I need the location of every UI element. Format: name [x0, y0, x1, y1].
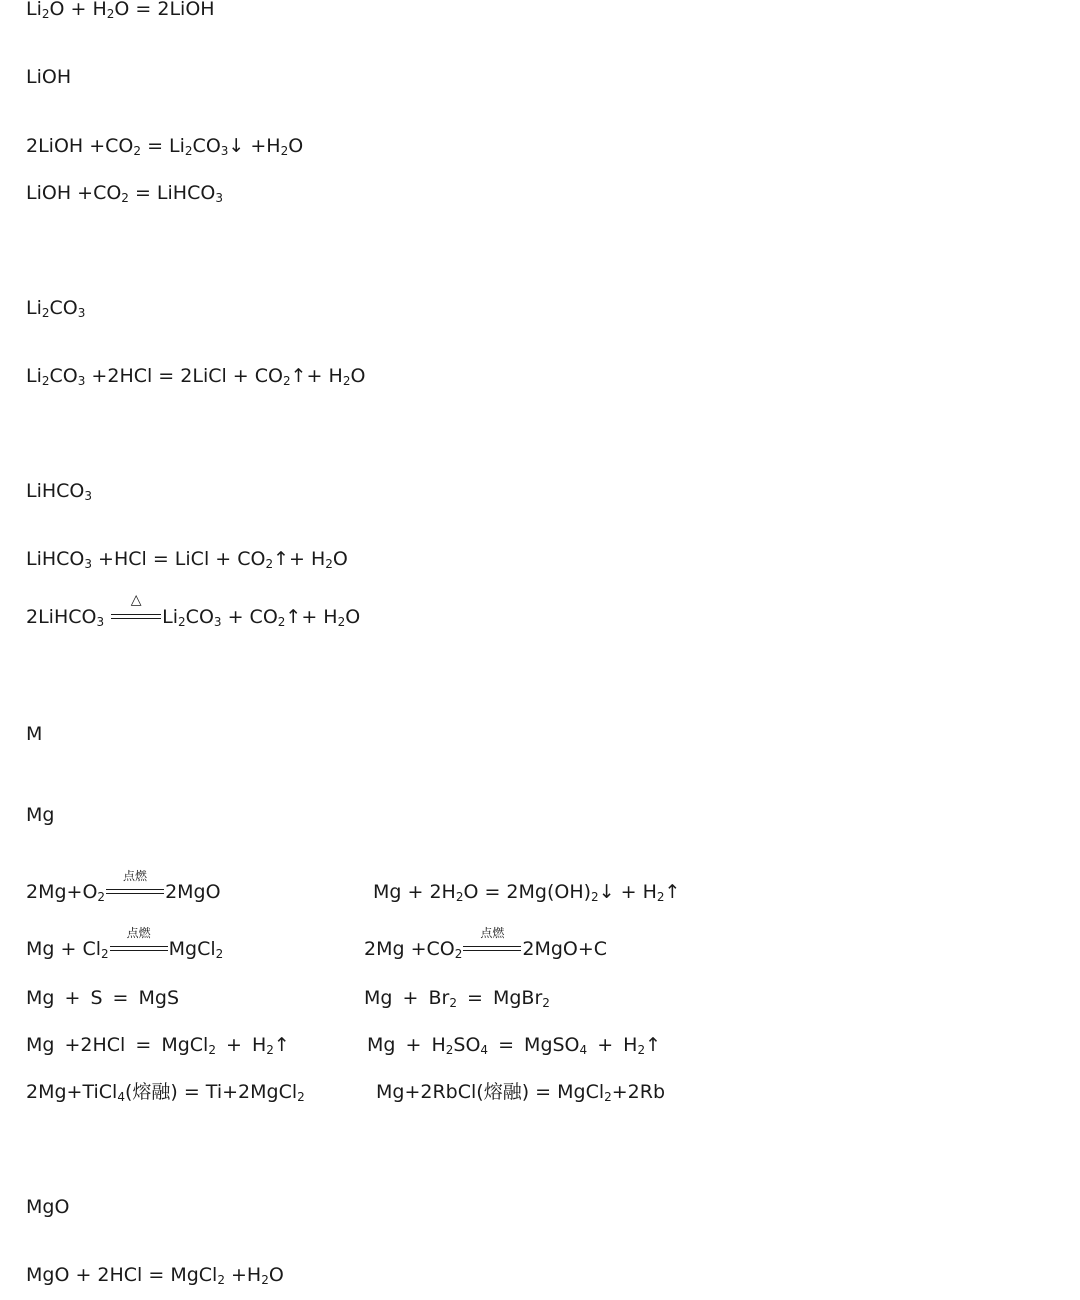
heading-li2co3: $Li_2CO_3$ — [26, 297, 86, 320]
heading-mg: Mg — [26, 804, 55, 826]
equation-mg-rbcl: Mg+2RbCl(熔融) = MgCl$_2$+2Rb — [376, 1081, 666, 1104]
equation-mg-co2: $2Mg +CO_2$ 点燃 2MgO+C — [364, 925, 608, 961]
equation-lihco3-decomposition: 2LiHCO$_3$ △ $Li_2CO_3$ + $CO_2↑+ H_2O$ — [26, 591, 361, 629]
equation-mg-h2o: $Mg + 2H_2O$ = $2Mg(OH)_2↓$ + $H_2↑$ — [373, 881, 681, 904]
heading-mgo: MgO — [26, 1196, 70, 1218]
equation-lihco3-hcl: LiHCO$_3$ +HCl = LiCl + $CO_2↑+ H_2O$ — [26, 548, 348, 571]
heading-lihco3: LiHCO$_3$ — [26, 480, 93, 503]
heading-lioh: LiOH — [26, 66, 72, 88]
equation-mg-o2: $2Mg+O_2$ 点燃 2MgO — [26, 868, 221, 904]
equation-mg-hcl: Mg +2HCl = MgCl$_2$ + $H_2↑$ — [26, 1034, 290, 1057]
equation-lioh-co2-carbonate: 2LiOH $+CO_2$ = $Li_2CO_3↓ +H_2O$ — [26, 135, 304, 158]
ignite-condition-sign: 点燃 — [110, 943, 168, 957]
equation-li2o-h2o: $Li_2O + H_2O$ = 2LiOH — [26, 0, 215, 21]
equation-mg-br2: $Mg + Br_2$ = MgBr$_2$ — [364, 987, 550, 1010]
heat-condition-sign: △ — [111, 611, 161, 625]
equation-mg-s: Mg + S = MgS — [26, 987, 180, 1009]
equation-mg-cl2: $Mg + Cl_2$ 点燃 MgCl$_2$ — [26, 925, 224, 961]
equation-li2co3-hcl: $Li_2CO_3 +2HCl$ = 2LiCl + $CO_2↑+ H_2O$ — [26, 365, 366, 388]
heading-m: M — [26, 723, 43, 745]
ignite-condition-sign: 点燃 — [106, 886, 164, 900]
equation-mgo-hcl: MgO + 2HCl = MgCl$_2$ $+H_2O$ — [26, 1264, 284, 1287]
equation-mg-h2so4: $Mg + H_2SO_4$ = MgSO$_4$ + $H_2↑$ — [367, 1034, 662, 1057]
equation-mg-ticl4: 2Mg+TiCl$_4$(熔融) = Ti+2MgCl$_2$ — [26, 1081, 305, 1104]
ignite-condition-sign: 点燃 — [463, 943, 521, 957]
equation-lioh-co2-bicarbonate: LiOH $+CO_2$ = LiHCO$_3$ — [26, 182, 223, 205]
